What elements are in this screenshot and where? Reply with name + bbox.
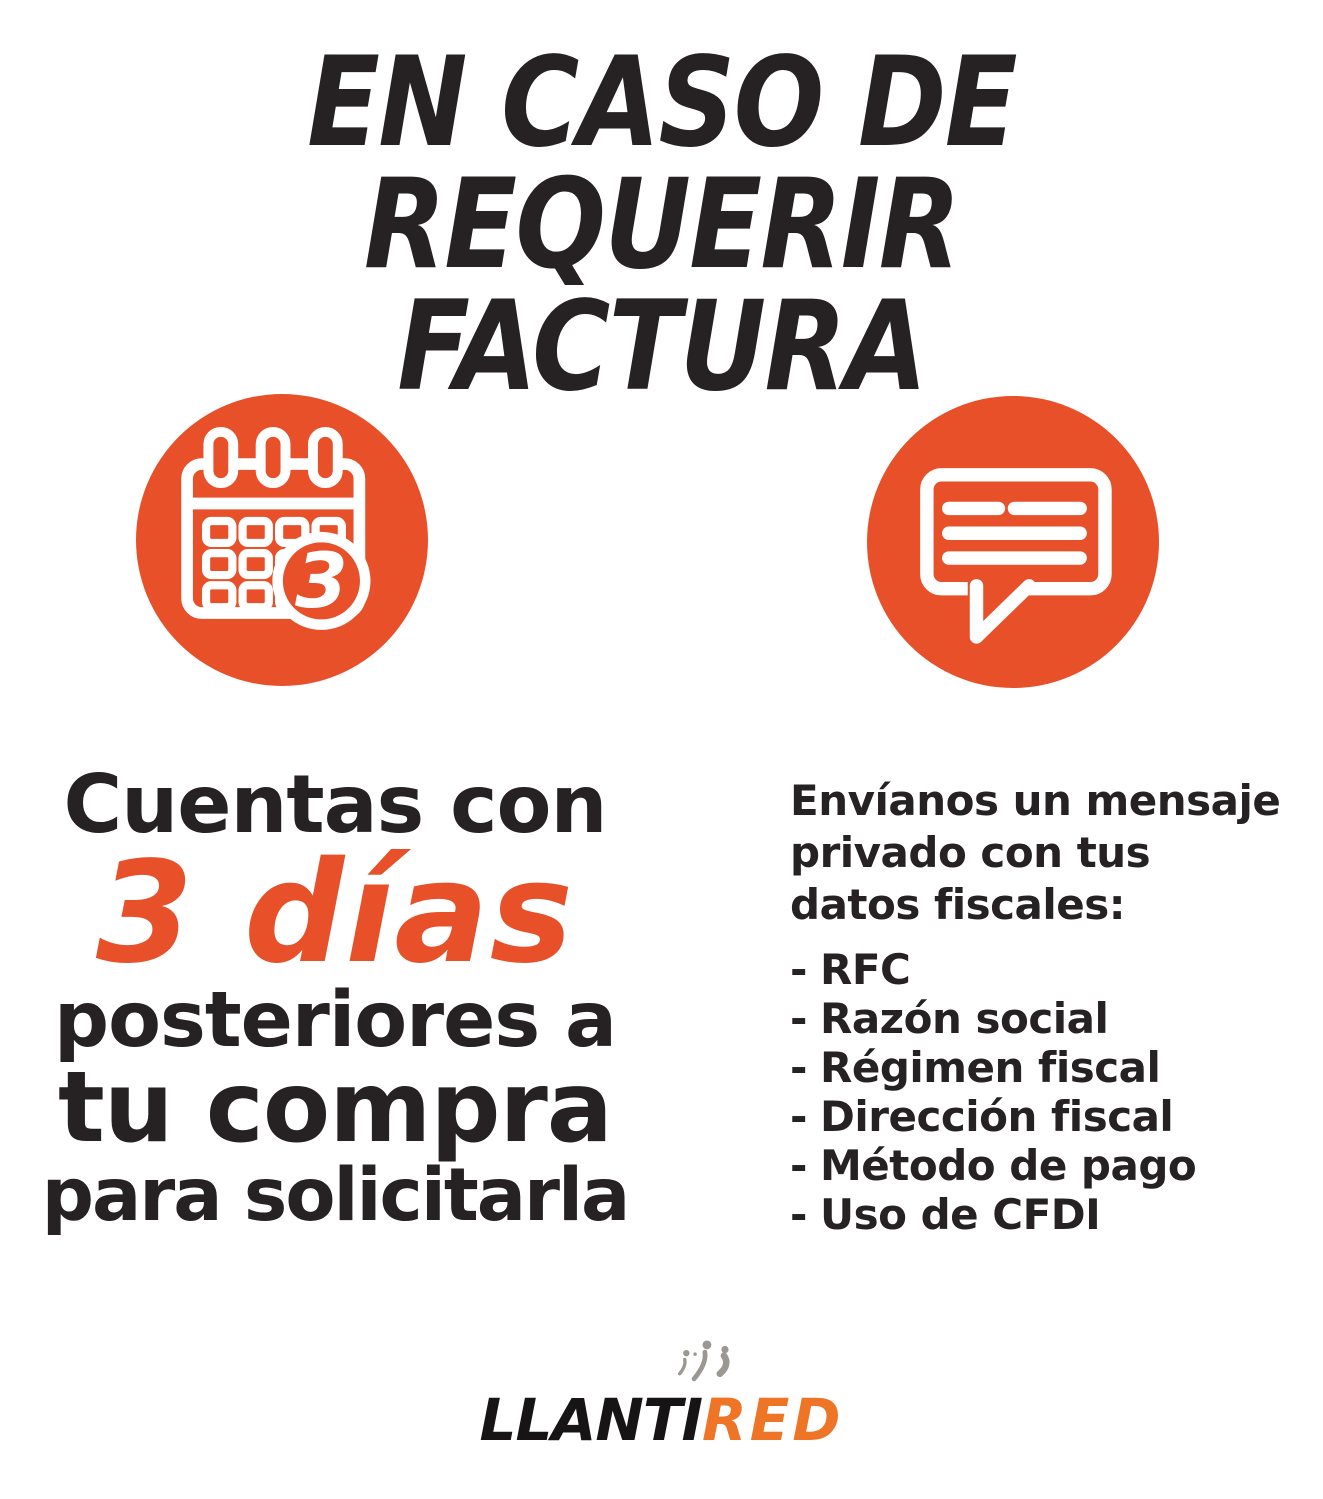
list-bullet: - [790,1043,807,1092]
list-bullet: - [790,1190,807,1239]
list-item-label: Razón social [820,994,1109,1043]
intro-line-1: Envíanos un mensaje [790,776,1281,825]
logo-text-red: RED [702,1386,844,1454]
list-bullet: - [790,994,807,1043]
list-item-label: Método de pago [820,1141,1197,1190]
caption-line-4: para solicitarla [41,1153,629,1238]
logo-text-llanti: LLANTI [479,1386,703,1454]
caption-line-2: posteriores a [54,976,616,1065]
list-bullet: - [790,1092,807,1141]
caption-line-1: Cuentas con [63,758,607,851]
page-title-line-1: EN CASO DE [307,31,1016,175]
message-intro [790,775,1310,931]
list-item [790,1141,1310,1190]
splash-icon [676,1338,742,1392]
list-item [790,994,1310,1043]
page-title-line-2: REQUERIR FACTURA [363,153,960,419]
list-item [790,1043,1310,1092]
intro-line-2: privado con tus [790,828,1151,877]
list-item [790,1190,1310,1239]
caption-line-3: tu compra [58,1051,612,1165]
chat-bubble-icon [867,396,1159,688]
list-item-label: RFC [820,945,911,994]
list-item [790,1092,1310,1141]
logo-wordmark [479,1386,844,1454]
page-title [93,31,1231,419]
list-item-label: Dirección fiscal [820,1092,1174,1141]
list-item-label: Uso de CFDI [820,1190,1101,1239]
list-bullet: - [790,945,807,994]
list-bullet: - [790,1141,807,1190]
deadline-caption [15,758,655,1238]
list-item-label: Régimen fiscal [820,1043,1161,1092]
brand-logo [0,1338,1323,1454]
calendar-badge-number: 3 [295,537,348,626]
message-caption [790,775,1310,1239]
intro-line-3: datos fiscales: [790,880,1126,929]
caption-highlight: 3 días [95,832,575,995]
list-item [790,945,1310,994]
calendar-3-icon [136,394,428,686]
fiscal-data-list [790,945,1310,1239]
